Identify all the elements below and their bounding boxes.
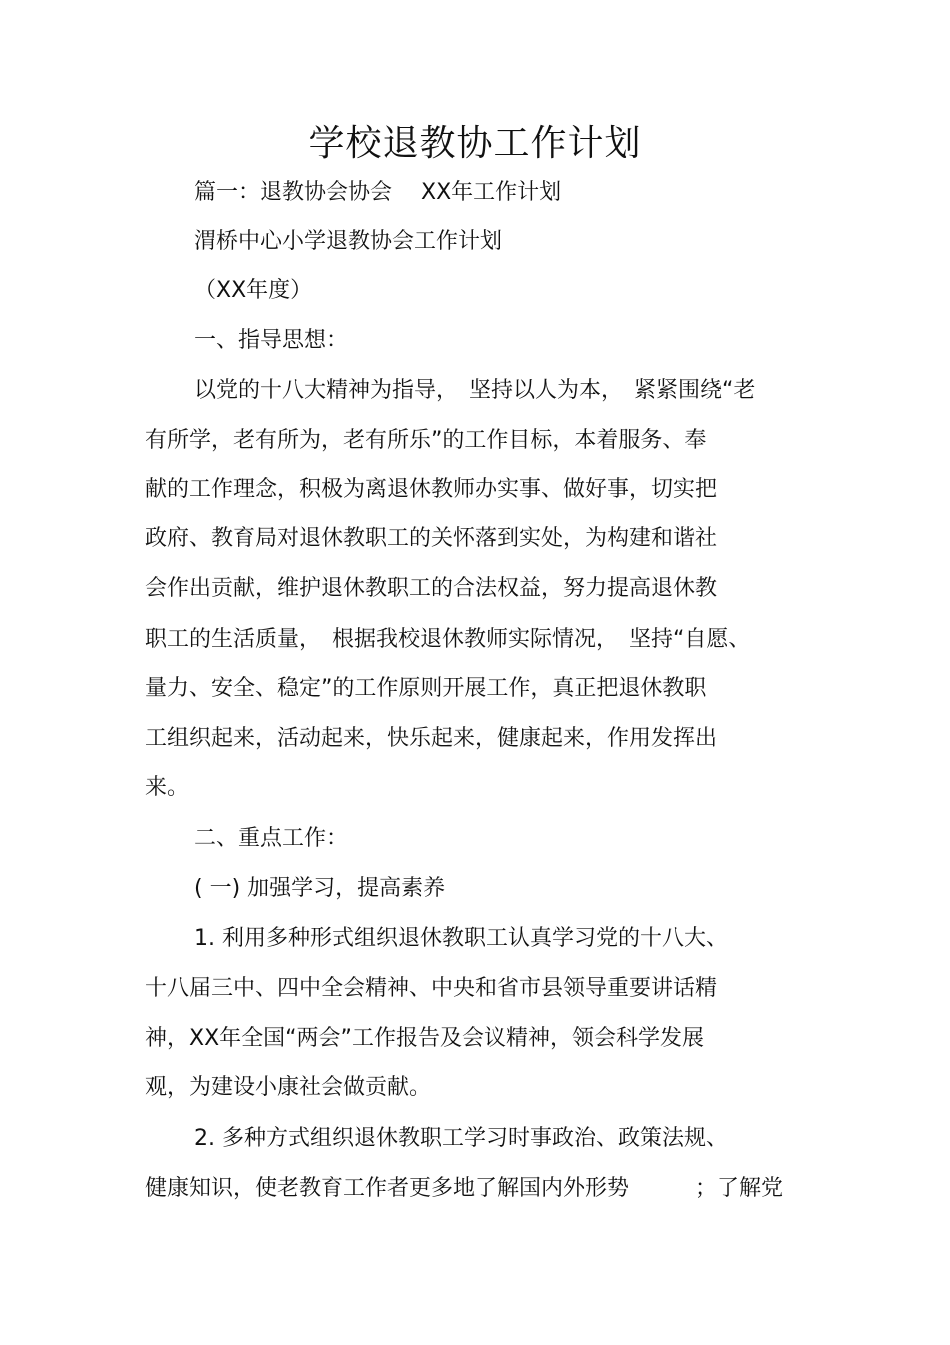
text-line: 会作出贡献，维护退休教职工的合法权益，努力提高退休教	[145, 576, 718, 601]
text-line: 以党的十八大精神为指导， 坚持以人为本， 紧紧围绕“老	[194, 378, 756, 403]
text-line: 有所学，老有所为，老有所乐”的工作目标，本着服务、奉	[145, 428, 707, 453]
text-line: （XX年度）	[194, 278, 313, 303]
text-line: 2. 多种方式组织退休教职工学习时事政治、政策法规、	[194, 1126, 728, 1151]
text-line: 来。	[145, 775, 190, 800]
text-line: 观，为建设小康社会做贡献。	[145, 1075, 432, 1100]
text-line: 健康知识，使老教育工作者更多地了解国内外形势 ；了解党	[145, 1176, 784, 1201]
text-line: 献的工作理念，积极为离退休教师办实事、做好事，切实把	[145, 477, 718, 502]
text-line: 一、指导思想：	[194, 328, 349, 353]
text-line: 神，XX年全国“两会”工作报告及会议精神，领会科学发展	[145, 1026, 704, 1051]
text-line: 1. 利用多种形式组织退休教职工认真学习党的十八大、	[194, 926, 728, 951]
page-title: 学校退教协工作计划	[308, 123, 642, 164]
text-line: 十八届三中、四中全会精神、中央和省市县领导重要讲话精	[145, 976, 718, 1001]
text-line: ( 一) 加强学习，提高素养	[194, 876, 446, 901]
text-line: 工组织起来，活动起来，快乐起来，健康起来，作用发挥出	[145, 726, 718, 751]
text-line: 政府、教育局对退休教职工的关怀落到实处，为构建和谐社	[145, 526, 718, 551]
text-line: 渭桥中心小学退教协会工作计划	[194, 229, 503, 254]
text-line: 职工的生活质量， 根据我校退休教师实际情况， 坚持“自愿、	[145, 627, 751, 652]
text-line: 篇一：退教协会协会 XX年工作计划	[194, 180, 562, 205]
text-line: 量力、安全、稳定”的工作原则开展工作，真正把退休教职	[145, 676, 707, 701]
text-line: 二、重点工作：	[194, 826, 349, 851]
